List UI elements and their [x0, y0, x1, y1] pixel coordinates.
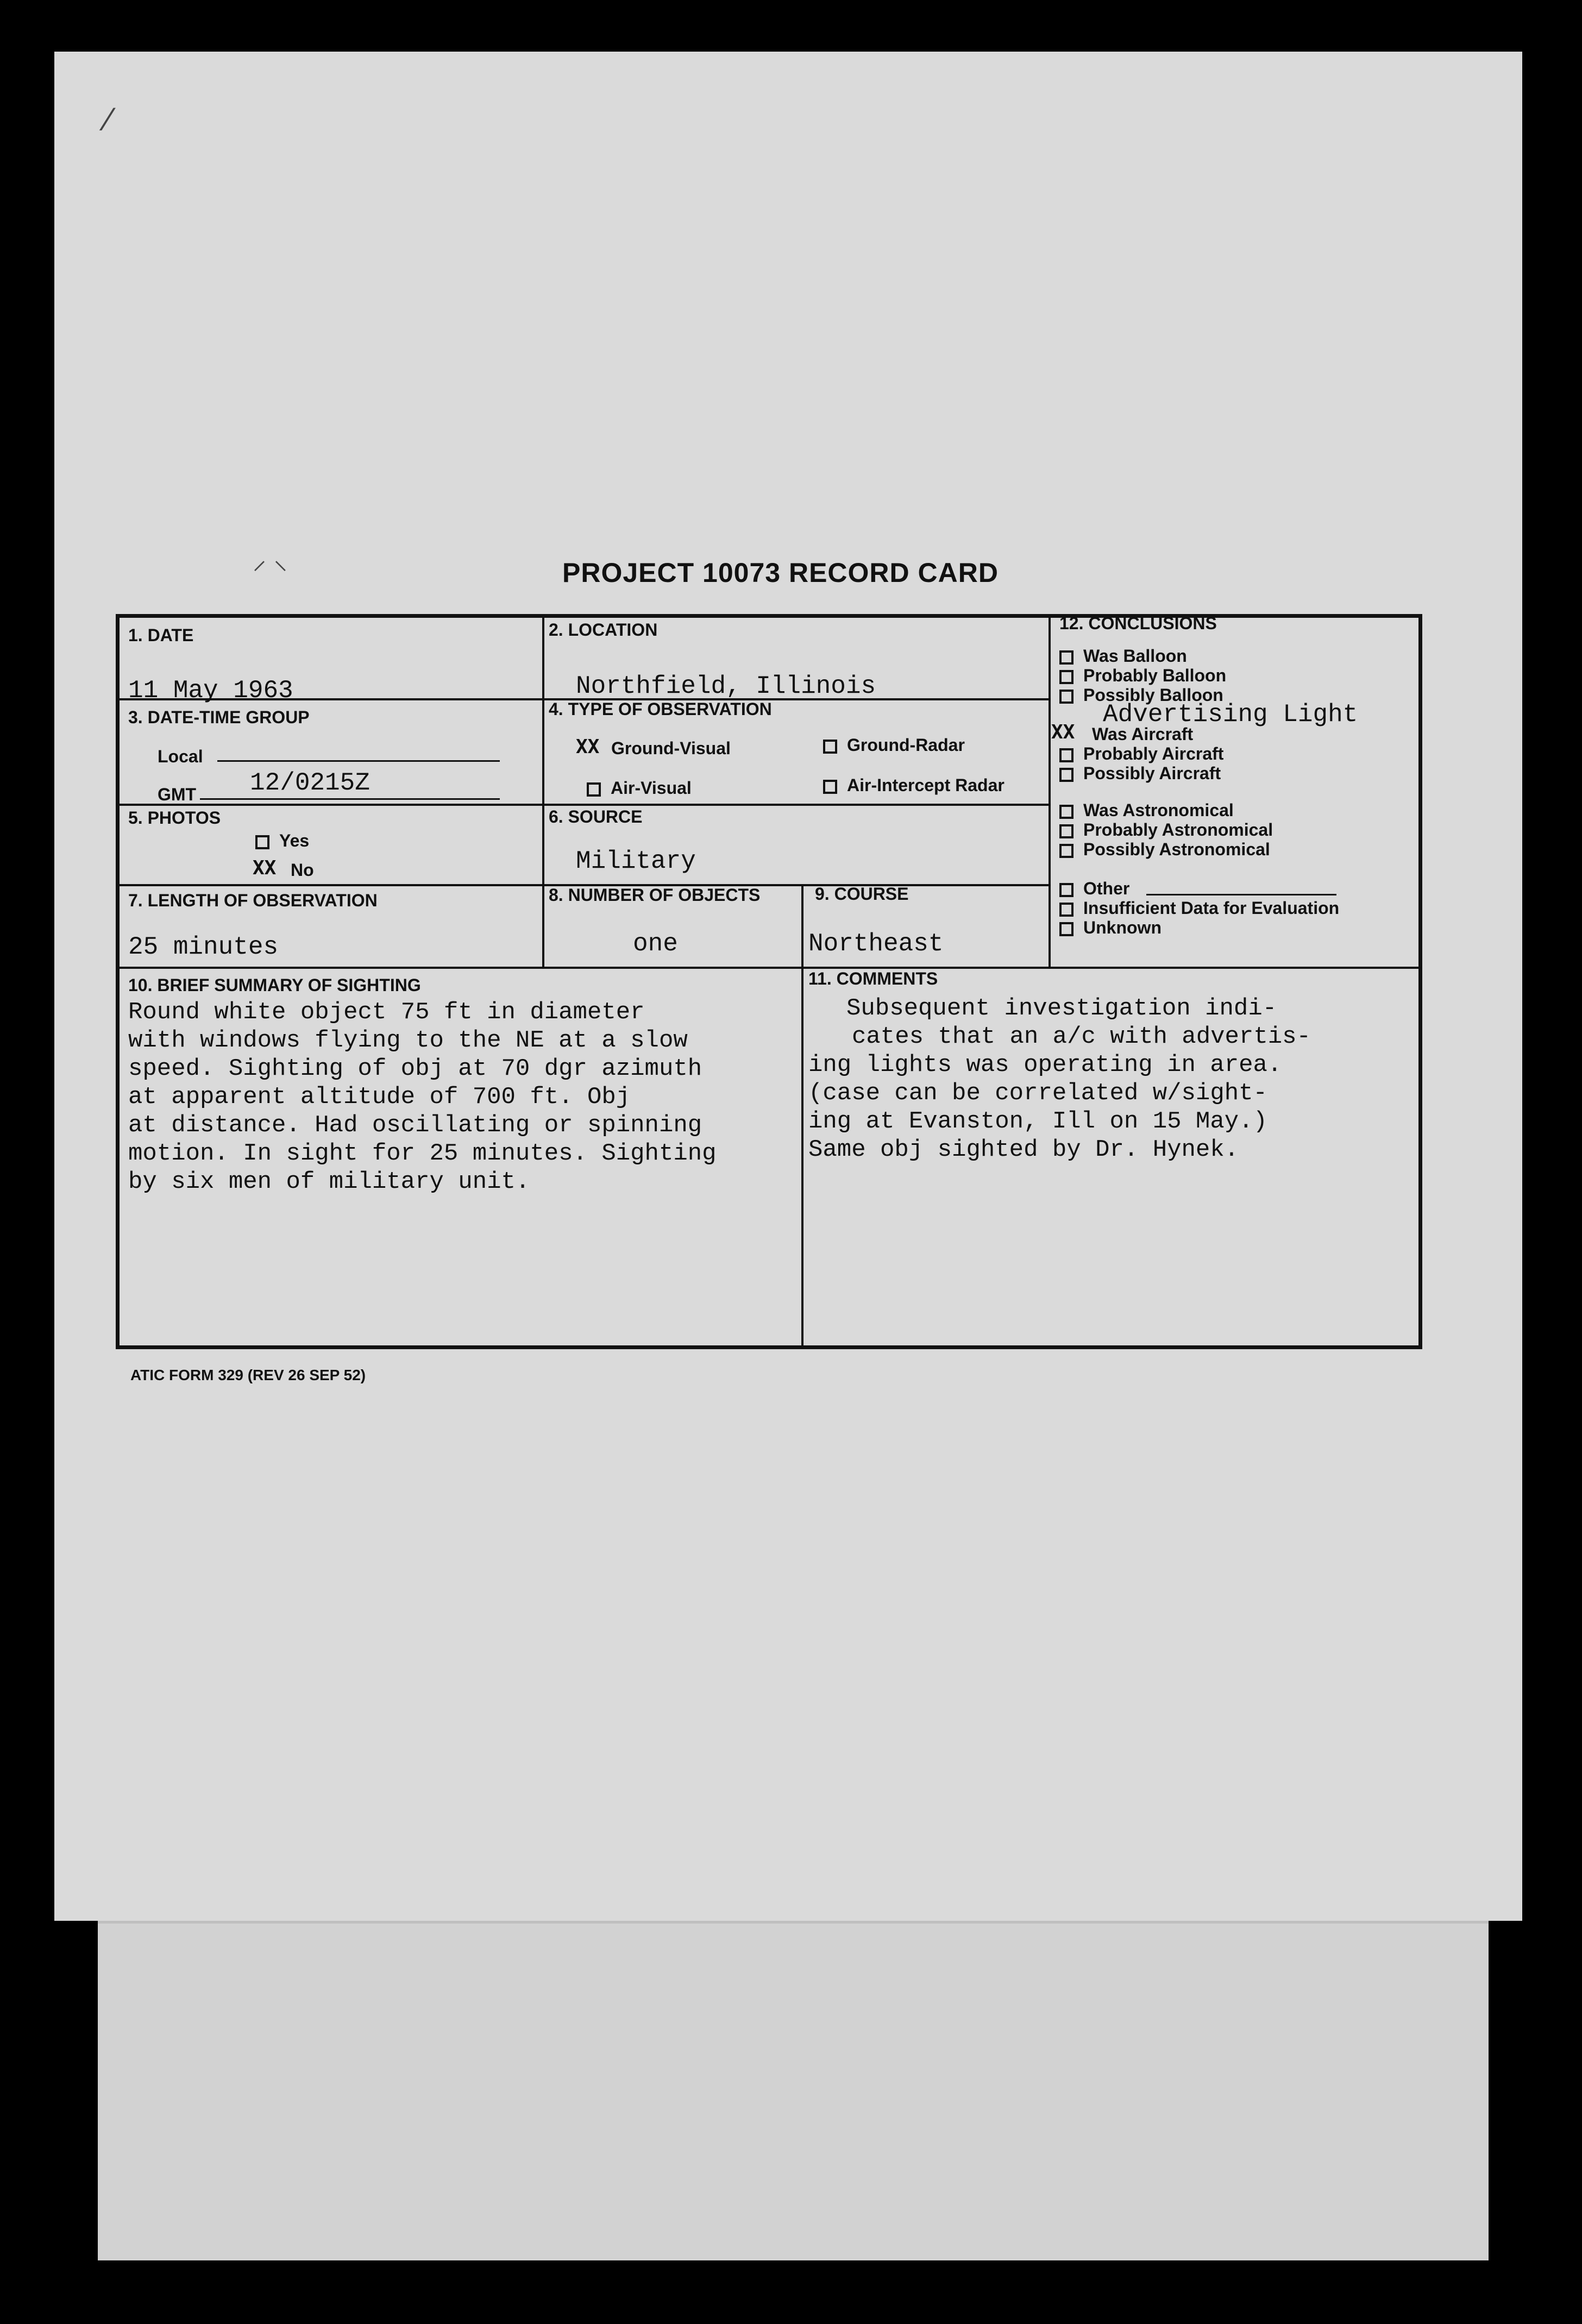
source-value: Military	[576, 847, 696, 875]
gmt-value: 12/0215Z	[250, 769, 370, 797]
checkbox-icon	[1059, 768, 1074, 782]
location-value: Northfield, Illinois	[576, 672, 876, 700]
date-label: 1. DATE	[128, 625, 194, 645]
conclusion-was-aircraft: Was Aircraft	[1092, 724, 1194, 744]
conclusion-was-balloon: Was Balloon	[1059, 646, 1187, 666]
checkbox-icon	[1059, 824, 1074, 838]
conclusion-possibly-astronomical: Possibly Astronomical	[1059, 840, 1270, 860]
card-title: PROJECT 10073 RECORD CARD	[562, 557, 999, 588]
comments-line: ing at Evanston, Ill on 15 May.)	[808, 1108, 1267, 1135]
scan-mark: ⸍ ⸌	[253, 556, 287, 586]
record-card	[116, 614, 1422, 1349]
date-time-group-label: 3. DATE-TIME GROUP	[128, 707, 310, 727]
conclusions-label: 12. CONCLUSIONS	[1059, 613, 1217, 633]
comments-text	[808, 1023, 1311, 1164]
comments-line: ing lights was operating in area.	[808, 1051, 1282, 1079]
checkbox-icon	[1059, 650, 1074, 665]
photos-label: 5. PHOTOS	[128, 808, 221, 828]
date-value: 11 May 1963	[128, 676, 293, 705]
conclusion-probably-balloon: Probably Balloon	[1059, 666, 1226, 686]
checkbox-icon	[1059, 748, 1074, 762]
checkbox-icon	[1059, 903, 1074, 917]
summary-line: by six men of military unit.	[128, 1168, 530, 1195]
summary-label: 10. BRIEF SUMMARY OF SIGHTING	[128, 975, 421, 995]
checkbox-icon	[1059, 805, 1074, 819]
number-of-objects-value: one	[633, 930, 678, 958]
checkbox-icon	[255, 835, 269, 849]
row-divider	[120, 967, 1419, 969]
option-air-intercept-radar: Air-Intercept Radar	[823, 775, 1005, 795]
summary-line: speed. Sighting of obj at 70 dgr azimuth	[128, 1055, 702, 1082]
checkbox-icon	[587, 782, 601, 797]
summary-line: with windows flying to the NE at a slow	[128, 1027, 688, 1054]
row-divider	[120, 804, 1049, 806]
comments-line: Subsequent investigation indi-	[846, 995, 1277, 1022]
length-of-observation-label: 7. LENGTH OF OBSERVATION	[128, 891, 378, 910]
local-label: Local	[158, 747, 203, 766]
conclusion-other: Other	[1059, 879, 1129, 899]
checkbox-icon	[1059, 883, 1074, 897]
summary-line: at apparent altitude of 700 ft. Obj	[128, 1083, 631, 1111]
conclusion-probably-astronomical: Probably Astronomical	[1059, 820, 1273, 840]
comments-label: 11. COMMENTS	[808, 969, 938, 988]
course-value: Northeast	[808, 930, 944, 958]
column-divider	[801, 884, 803, 1349]
summary-line: at distance. Had oscillating or spinning	[128, 1112, 702, 1139]
length-of-observation-value: 25 minutes	[128, 933, 279, 961]
form-number: ATIC FORM 329 (REV 26 SEP 52)	[130, 1367, 366, 1383]
checkbox-icon	[1059, 922, 1074, 936]
summary-line: motion. In sight for 25 minutes. Sighting	[128, 1140, 717, 1167]
column-divider	[1049, 618, 1051, 967]
comments-line: cates that an a/c with advertis-	[852, 1023, 1311, 1050]
conclusion-typed-note: Advertising Light	[1103, 700, 1358, 729]
checkbox-icon	[1059, 844, 1074, 858]
checkbox-icon	[1059, 670, 1074, 684]
selected-mark: XX	[253, 857, 277, 879]
selected-mark: XX	[576, 736, 600, 758]
option-ground-radar: Ground-Radar	[823, 735, 965, 755]
option-photos-yes: Yes	[255, 831, 309, 851]
summary-line: Round white object 75 ft in diameter	[128, 999, 645, 1026]
conclusion-unknown: Unknown	[1059, 918, 1162, 938]
comments-line: Same obj sighted by Dr. Hynek.	[808, 1136, 1239, 1163]
selected-mark: XX	[1051, 721, 1075, 743]
gmt-field-line	[200, 798, 500, 800]
conclusion-possibly-balloon: Possibly Balloon	[1059, 685, 1223, 705]
checkbox-icon	[1059, 690, 1074, 704]
checkbox-icon	[823, 740, 837, 754]
conclusion-probably-aircraft: Probably Aircraft	[1059, 744, 1223, 764]
conclusion-was-astronomical: Was Astronomical	[1059, 800, 1234, 820]
other-field-line	[1146, 894, 1336, 895]
course-label: 9. COURSE	[815, 884, 909, 904]
checkbox-icon	[823, 780, 837, 794]
conclusion-insufficient-data: Insufficient Data for Evaluation	[1059, 898, 1339, 918]
conclusion-possibly-aircraft: Possibly Aircraft	[1059, 763, 1221, 784]
scan-mark: ⁄	[106, 101, 112, 137]
source-label: 6. SOURCE	[549, 807, 643, 826]
number-of-objects-label: 8. NUMBER OF OBJECTS	[549, 885, 761, 905]
local-field-line	[217, 760, 500, 762]
type-of-observation-label: 4. TYPE OF OBSERVATION	[549, 699, 772, 719]
gmt-label: GMT	[158, 785, 197, 804]
lower-sheet	[98, 1924, 1489, 2260]
option-photos-no: No	[291, 860, 314, 880]
location-label: 2. LOCATION	[549, 620, 658, 640]
option-ground-visual: Ground-Visual	[611, 738, 731, 758]
column-divider	[542, 618, 544, 967]
comments-line: (case can be correlated w/sight-	[808, 1080, 1267, 1107]
summary-text	[128, 998, 717, 1196]
option-air-visual: Air-Visual	[587, 778, 692, 798]
